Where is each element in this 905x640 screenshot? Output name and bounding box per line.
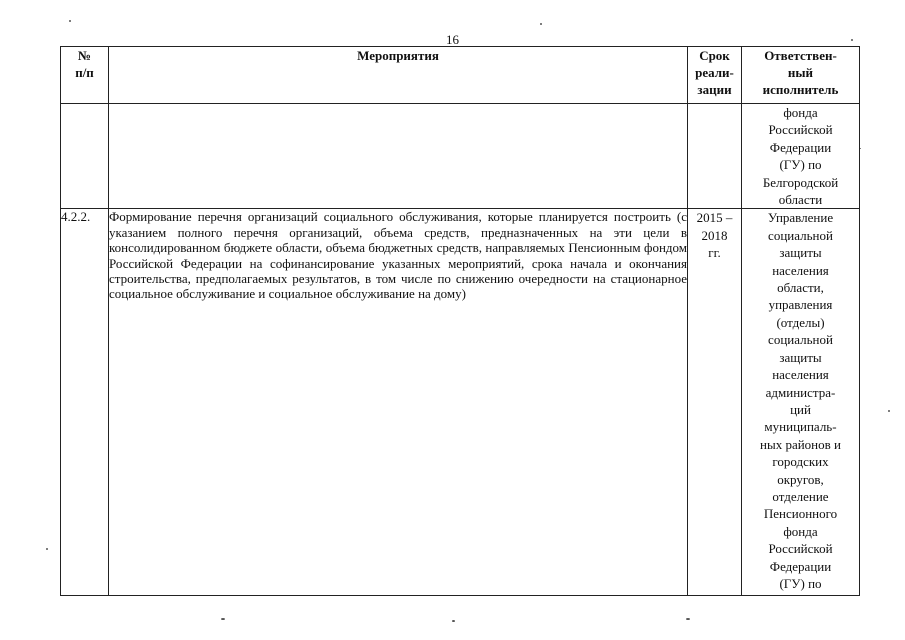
row-number-cell [61, 104, 109, 209]
row-term-cell: 2015 – 2018 гг. [688, 209, 742, 596]
measures-table [60, 46, 860, 596]
header-term: Срок реали- зации [688, 47, 742, 104]
header-number: № п/п [61, 47, 109, 104]
table-header-row [61, 47, 860, 104]
row-executor-cell: фонда Российской Федерации (ГУ) по Белгородской области [742, 104, 860, 209]
header-measures: Мероприятия [109, 47, 688, 104]
scan-speck [851, 39, 853, 41]
row-term-cell [688, 104, 742, 209]
scan-speck [46, 548, 48, 550]
table-row [61, 209, 860, 596]
scan-speck [452, 620, 455, 622]
row-number-cell: 4.2.2. [61, 209, 109, 596]
row-event-cell: Формирование перечня организаций социального обслуживания, которые планируется построить (с указанием полного перечня организаций, объема средств, предназначенных на эти цели в консолидированном бюджете области, объема бюджетных средств, направляемых Пенсионным фондом Российской Федерации на софинансирование указанных мероприятий, срока начала и окончания строительства, предполагаемых результатов, в том числе по снижению очередности на стационарное социальное обслуживание и социальное обслуживание на дому) [109, 209, 688, 596]
scan-speck [888, 410, 890, 412]
scan-speck [69, 20, 71, 22]
header-executor: Ответствен- ный исполнитель [742, 47, 860, 104]
scan-speck [686, 618, 690, 620]
page-number: 16 [446, 32, 459, 47]
scan-speck [221, 618, 225, 620]
scan-speck [860, 148, 861, 149]
row-executor-cell: Управление социальной защиты населения области, управления (отделы) социальной защиты населения администра- ций муниципаль- ных районов и городских округов, отделение Пенсионного фонда Российской Федерации (ГУ) по [742, 209, 860, 596]
table-row [61, 104, 860, 209]
scan-speck [540, 23, 542, 25]
row-event-cell [109, 104, 688, 209]
